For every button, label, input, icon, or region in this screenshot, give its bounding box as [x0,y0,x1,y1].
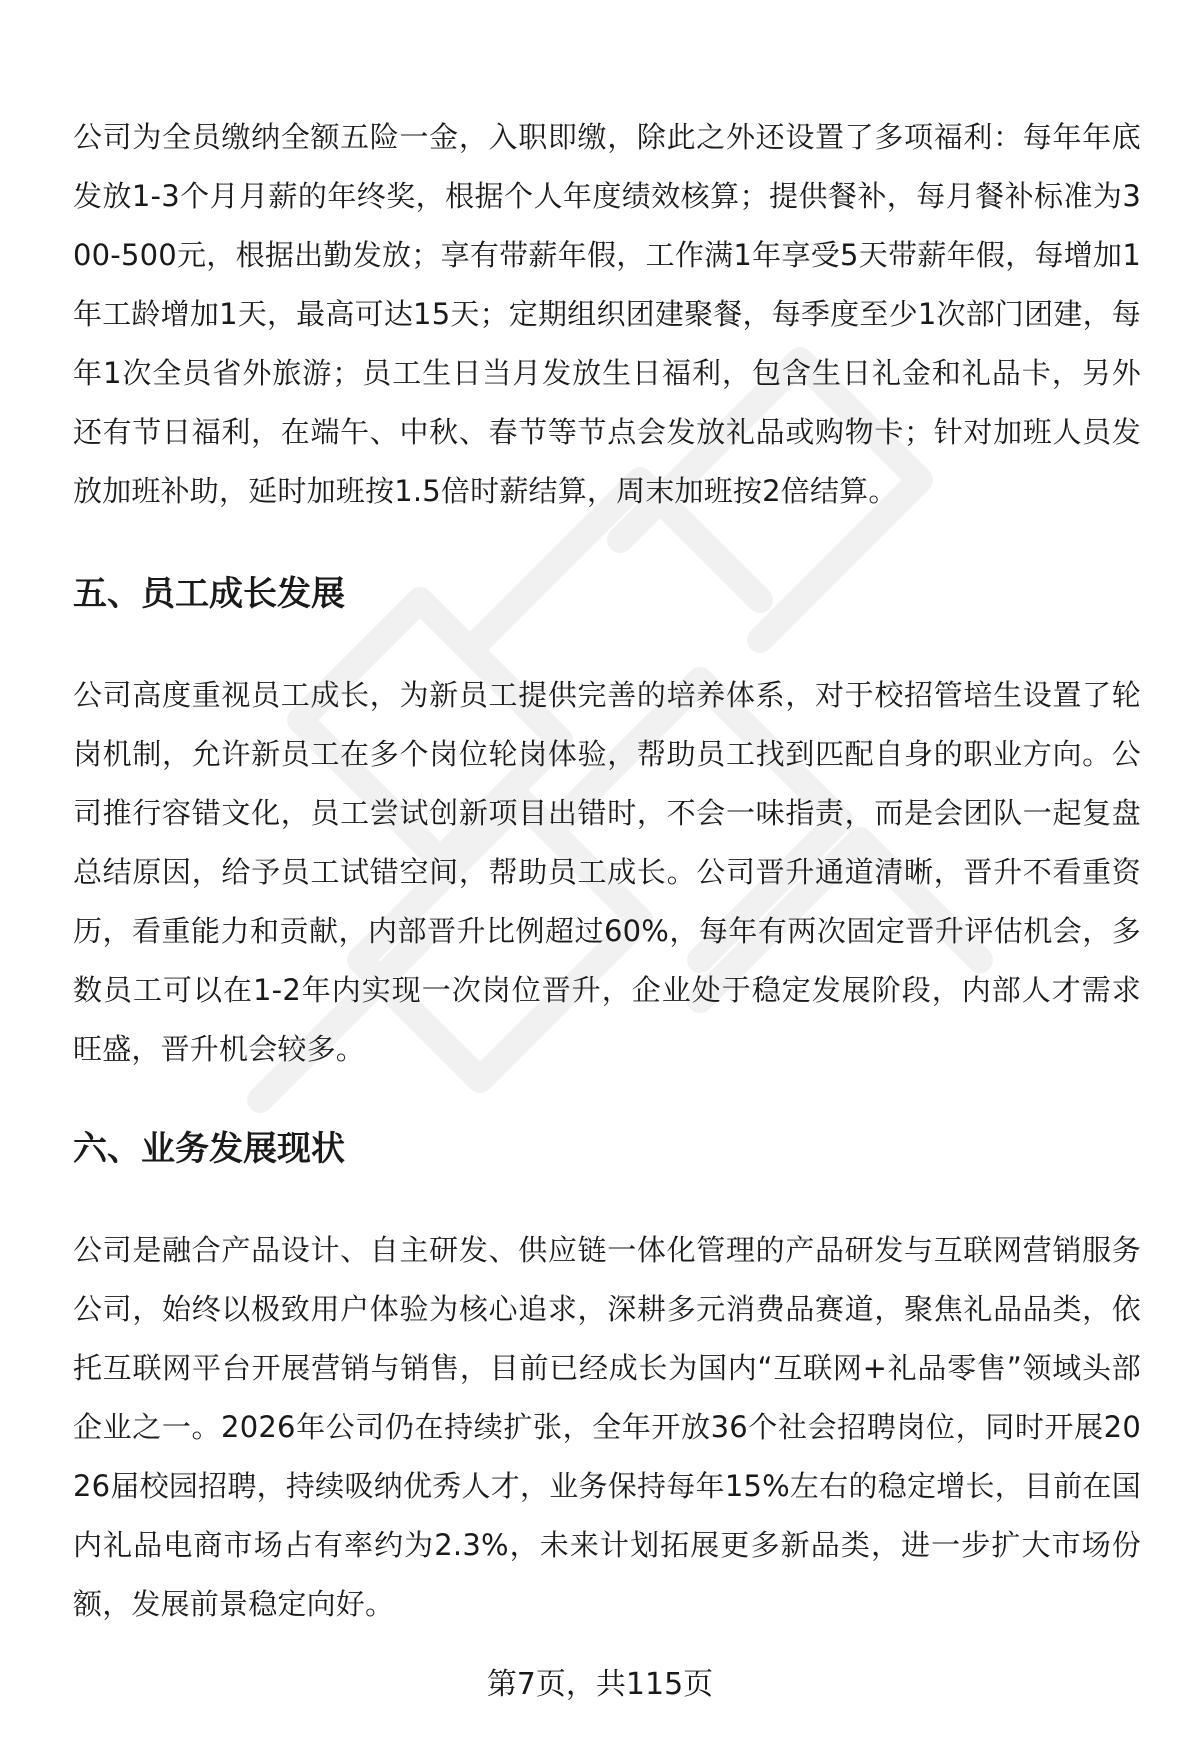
business-heading: 六、业务发展现状 [73,1129,345,1169]
business-paragraph: 公司是融合产品设计、自主研发、供应链一体化管理的产品研发与互联网营销服务公司，始终以极致用户体验为核心追求，深耕多元消费品赛道，聚焦礼品品类，依托互联网平台开展营销与销售，目前已经成长为国内“互联网+礼品零售”领域头部企业之一。2026年公司仍在持续扩张，全年开放36个社会招聘岗位，同时开展2026届校园招聘，持续吸纳优秀人才，业务保持每年15%左右的稳定增长，目前在国内礼品电商市场占有率约为2.3%，未来计划拓展更多新品类，进一步扩大市场份额，发展前景稳定向好。 [73,1233,1141,1621]
growth-paragraph: 公司高度重视员工成长，为新员工提供完善的培养体系，对于校招管培生设置了轮岗机制，允许新员工在多个岗位轮岗体验，帮助员工找到匹配自身的职业方向。公司推行容错文化，员工尝试创新项目出错时，不会一味指责，而是会团队一起复盘总结原因，给予员工试错空间，帮助员工成长。公司晋升通道清晰，晋升不看重资历，看重能力和贡献，内部晋升比例超过60%，每年有两次固定晋升评估机会，多数员工可以在1-2年内实现一次岗位晋升，企业处于稳定发展阶段，内部人才需求旺盛，晋升机会较多。 [73,678,1141,1066]
page-number-footer: 第7页，共115页 [486,1667,714,1702]
growth-heading: 五、员工成长发展 [73,574,345,614]
benefits-paragraph: 公司为全员缴纳全额五险一金，入职即缴，除此之外还设置了多项福利：每年年底发放1-3个月月薪的年终奖，根据个人年度绩效核算；提供餐补，每月餐补标准为300-500元，根据出勤发放；享有带薪年假，工作满1年享受5天带薪年假，每增加1年工龄增加1天，最高可达15天；定期组织团建聚餐，每季度至少1次部门团建，每年1次全员省外旅游；员工生日当月发放生日福利，包含生日礼金和礼品卡，另外还有节日福利，在端午、中秋、春节等节点会发放礼品或购物卡；针对加班人员发放加班补助，延时加班按1.5倍时薪结算，周末加班按2倍结算。 [73,120,1141,508]
